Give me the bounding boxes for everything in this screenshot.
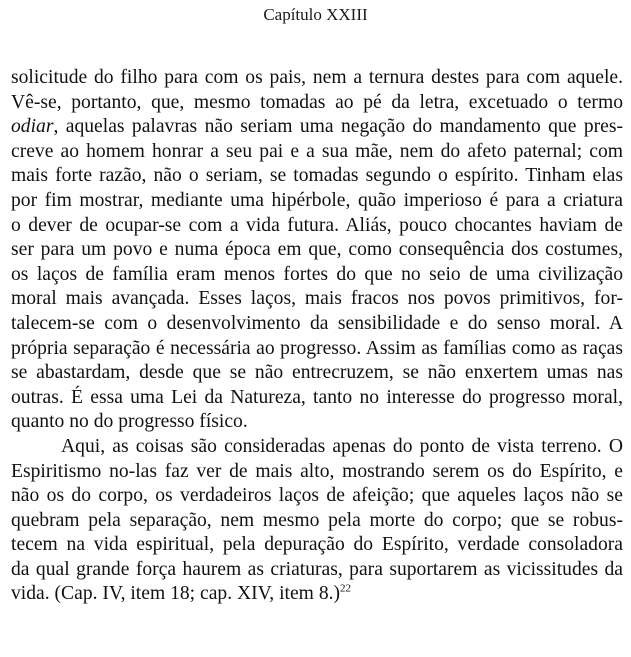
text-line: da qual grande força haurem as criaturas, para suportarem as vicissitudes da [11,558,623,580]
text-line [11,115,623,140]
text-line: tecem na vida espiritual, pela depuração do Espírito, verdade consoladora [11,534,623,556]
text-line: creve ao homem honrar a seu pai e a sua mãe, nem do afeto paternal; com [11,140,623,162]
text-line-rest: , aquelas palavras não seriam uma negação do mandamento que pres- [53,116,623,138]
text-line: moral mais avançada. Esses laços, mais fracos nos povos primitivos, for- [11,288,623,310]
text-line: Aqui, as coisas são consideradas apenas do ponto de vista terreno. O [61,435,623,457]
text-line: Espiritismo no-las faz ver de mais alto, mostrando serem os do Espírito, e [11,460,623,482]
text-line: talecem-se com o desenvolvimento da sensibilidade e do senso moral. A [11,312,623,334]
text-line: própria separação é necessária ao progresso. Assim as famílias como as raças [11,337,623,359]
text-line: o dever de ocupar-se com a vida futura. Aliás, pouco chocantes haviam de [11,214,623,236]
text-line: Vê-se, portanto, que, mesmo tomadas ao pé da letra, excetuado o termo [11,91,623,113]
text-line-final: vida. (Cap. IV, item 18; cap. XIV, item 8.) [11,583,341,605]
text-line: os laços de família eram menos fortes do que no seio de uma civilização [11,263,623,285]
italic-term: odiar [11,116,54,138]
running-head-chapter-title: Capítulo XXIII [263,5,368,24]
text-line: ser para um povo e numa época em que, como consequência dos costumes, [11,239,623,261]
text-line: outras. É essa uma Lei da Natureza, tanto no interesse do progresso moral, [11,386,623,408]
text-line: mais forte razão, não o seriam, se tomadas segundo o espírito. Tinham elas [11,165,623,187]
footnote-marker[interactable]: 22 [340,582,352,595]
text-line: se abastardam, desde que se não entrecruzem, se não enxertem umas nas [11,362,623,384]
text-line: solicitude do filho para com os pais, nem a ternura destes para com aquele. [11,67,623,88]
text-line: não os do corpo, os verdadeiros laços de afeição; que aqueles laços não se [11,485,623,507]
body-text [11,66,623,607]
text-line [11,582,623,607]
text-line: quebram pela separação, nem mesmo pela morte do corpo; que se robus- [11,509,623,531]
paragraph-2 [11,435,623,607]
text-line: por fim mostrar, mediante uma hipérbole, quão imperioso é para a criatura [11,189,623,211]
paragraph-1 [11,66,623,435]
text-line: quanto no do progresso físico. [11,411,248,433]
